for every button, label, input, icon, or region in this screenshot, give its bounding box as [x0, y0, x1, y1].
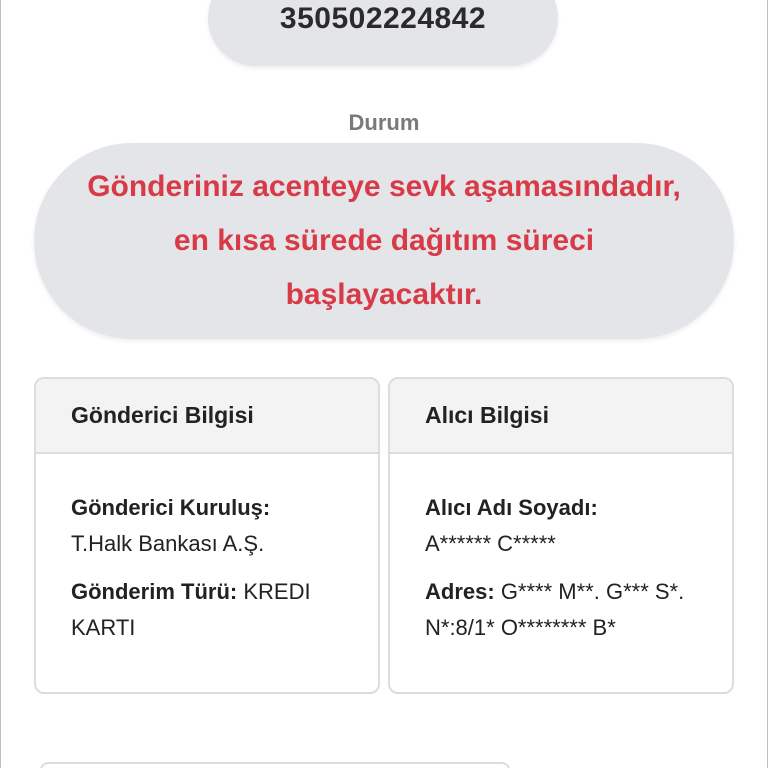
receiver-address-label: Adres:: [425, 579, 495, 604]
sender-institution-label: Gönderici Kuruluş:: [71, 495, 271, 520]
sender-info-card: [34, 377, 380, 694]
shipment-type-value: KREDI KARTI: [71, 579, 311, 640]
receiver-name-field: [425, 490, 702, 562]
tracking-number-pill: [208, 0, 558, 66]
next-card-edge: [40, 762, 510, 768]
receiver-name-label: Alıcı Adı Soyadı:: [425, 495, 598, 520]
sender-institution-field: [71, 490, 348, 562]
receiver-name-value: A****** C*****: [425, 531, 556, 556]
receiver-card-body: [390, 454, 732, 694]
status-message-line: başlayacaktır.: [285, 278, 483, 311]
receiver-address-value: G**** M**. G*** S*. N*:8/1* O******** B*: [425, 579, 685, 640]
tracking-number: 350502224842: [279, 2, 487, 35]
shipment-type-field: [71, 574, 348, 646]
status-message-line: Gönderiniz acenteye sevk aşamasındadır,: [87, 170, 681, 203]
status-message: [87, 160, 681, 322]
sender-card-title: Gönderici Bilgisi: [36, 379, 378, 454]
receiver-address-field: [425, 574, 702, 646]
shipment-type-label: Gönderim Türü:: [71, 579, 238, 604]
receiver-info-card: [388, 377, 734, 694]
status-message-line: en kısa sürede dağıtım süreci: [173, 224, 595, 257]
receiver-card-title: Alıcı Bilgisi: [390, 379, 732, 454]
sender-card-body: [36, 454, 378, 694]
sender-institution-value: T.Halk Bankası A.Ş.: [71, 531, 265, 556]
status-message-pill: [34, 143, 734, 339]
status-label: Durum: [348, 110, 420, 135]
